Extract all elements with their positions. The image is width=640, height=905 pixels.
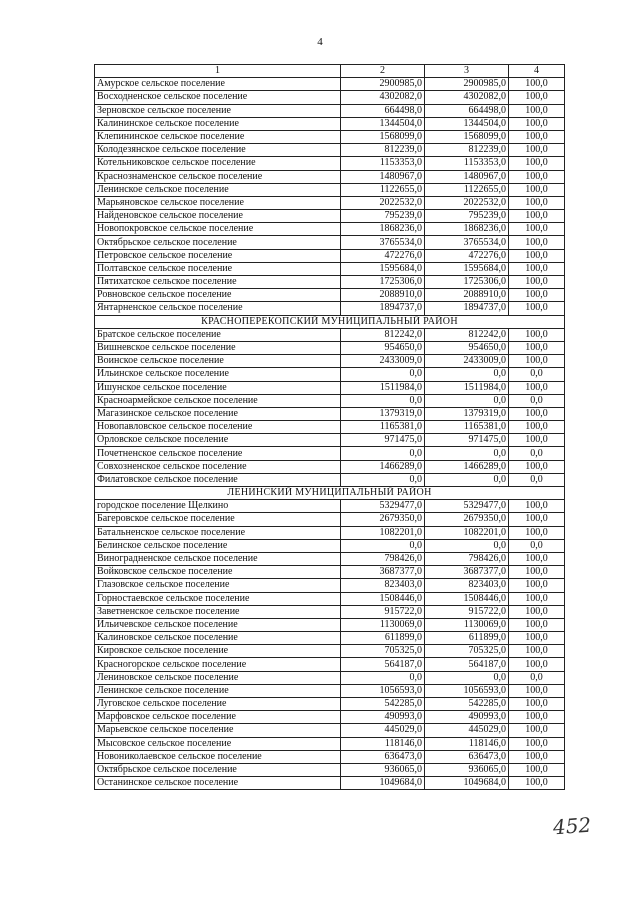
table-row [95,434,565,447]
percent-cell: 100,0 [509,117,565,130]
planned-amount-cell: 1568099,0 [341,130,425,143]
actual-amount-cell: 812242,0 [425,328,509,341]
settlement-name-cell: Новониколаевское сельское поселение [95,750,341,763]
percent-cell: 100,0 [509,658,565,671]
planned-amount-cell: 1508446,0 [341,592,425,605]
table-row [95,117,565,130]
table-row [95,737,565,750]
table-body [95,65,565,790]
section-title: ЛЕНИНСКИЙ МУНИЦИПАЛЬНЫЙ РАЙОН [95,487,565,500]
table-row [95,407,565,420]
settlement-name-cell: Новопавловское сельское поселение [95,421,341,434]
planned-amount-cell: 1130069,0 [341,618,425,631]
actual-amount-cell: 1466289,0 [425,460,509,473]
actual-amount-cell: 0,0 [425,447,509,460]
actual-amount-cell: 611899,0 [425,632,509,645]
actual-amount-cell: 795239,0 [425,210,509,223]
planned-amount-cell: 118146,0 [341,737,425,750]
table-row [95,684,565,697]
table-row [95,91,565,104]
column-header-3: 3 [425,65,509,78]
percent-cell: 100,0 [509,500,565,513]
planned-amount-cell: 2433009,0 [341,355,425,368]
planned-amount-cell: 798426,0 [341,552,425,565]
table-row [95,144,565,157]
settlement-name-cell: Вишневское сельское поселение [95,341,341,354]
percent-cell: 100,0 [509,144,565,157]
settlement-name-cell: Луговское сельское поселение [95,698,341,711]
planned-amount-cell: 5329477,0 [341,500,425,513]
handwritten-page-number: 452 [552,812,592,840]
planned-amount-cell: 0,0 [341,671,425,684]
actual-amount-cell: 1511984,0 [425,381,509,394]
planned-amount-cell: 1480967,0 [341,170,425,183]
settlement-name-cell: Глазовское сельское поселение [95,579,341,592]
percent-cell: 0,0 [509,671,565,684]
planned-amount-cell: 1122655,0 [341,183,425,196]
settlement-name-cell: Братское сельское поселение [95,328,341,341]
actual-amount-cell: 0,0 [425,539,509,552]
actual-amount-cell: 1568099,0 [425,130,509,143]
planned-amount-cell: 472276,0 [341,249,425,262]
table-row [95,157,565,170]
settlement-name-cell: Войковское сельское поселение [95,566,341,579]
percent-cell: 100,0 [509,592,565,605]
settlement-name-cell: Клепининское сельское поселение [95,130,341,143]
settlement-name-cell: Виноградненское сельское поселение [95,552,341,565]
table-row [95,552,565,565]
settlement-name-cell: Орловское сельское поселение [95,434,341,447]
table-row [95,236,565,249]
planned-amount-cell: 812242,0 [341,328,425,341]
actual-amount-cell: 472276,0 [425,249,509,262]
settlement-name-cell: Котельниковское сельское поселение [95,157,341,170]
planned-amount-cell: 611899,0 [341,632,425,645]
settlement-name-cell: Петровское сельское поселение [95,249,341,262]
settlement-name-cell: Янтарненское сельское поселение [95,302,341,315]
settlement-name-cell: Краснознаменское сельское поселение [95,170,341,183]
settlement-name-cell: Ленинское сельское поселение [95,183,341,196]
table-row [95,196,565,209]
percent-cell: 0,0 [509,473,565,486]
percent-cell: 100,0 [509,763,565,776]
actual-amount-cell: 664498,0 [425,104,509,117]
percent-cell: 100,0 [509,289,565,302]
settlement-name-cell: Калининское сельское поселение [95,117,341,130]
percent-cell: 100,0 [509,210,565,223]
actual-amount-cell: 5329477,0 [425,500,509,513]
table-row [95,698,565,711]
actual-amount-cell: 564187,0 [425,658,509,671]
settlement-name-cell: Останинское сельское поселение [95,777,341,790]
table-row [95,658,565,671]
table-row [95,473,565,486]
actual-amount-cell: 4302082,0 [425,91,509,104]
percent-cell: 100,0 [509,262,565,275]
planned-amount-cell: 795239,0 [341,210,425,223]
actual-amount-cell: 1894737,0 [425,302,509,315]
table-row [95,618,565,631]
planned-amount-cell: 823403,0 [341,579,425,592]
planned-amount-cell: 2900985,0 [341,78,425,91]
table-row [95,526,565,539]
settlement-name-cell: Ленинское сельское поселение [95,684,341,697]
planned-amount-cell: 2679350,0 [341,513,425,526]
actual-amount-cell: 1165381,0 [425,421,509,434]
planned-amount-cell: 1379319,0 [341,407,425,420]
planned-amount-cell: 636473,0 [341,750,425,763]
percent-cell: 100,0 [509,355,565,368]
planned-amount-cell: 1165381,0 [341,421,425,434]
settlement-name-cell: Мысовское сельское поселение [95,737,341,750]
actual-amount-cell: 1056593,0 [425,684,509,697]
percent-cell: 100,0 [509,381,565,394]
actual-amount-cell: 0,0 [425,368,509,381]
settlement-name-cell: Марьяновское сельское поселение [95,196,341,209]
percent-cell: 100,0 [509,130,565,143]
percent-cell: 0,0 [509,539,565,552]
actual-amount-cell: 3765534,0 [425,236,509,249]
actual-amount-cell: 0,0 [425,394,509,407]
percent-cell: 100,0 [509,421,565,434]
table-row [95,104,565,117]
section-title: КРАСНОПЕРЕКОПСКИЙ МУНИЦИПАЛЬНЫЙ РАЙОН [95,315,565,328]
percent-cell: 0,0 [509,394,565,407]
percent-cell: 100,0 [509,737,565,750]
actual-amount-cell: 1868236,0 [425,223,509,236]
table-row [95,381,565,394]
planned-amount-cell: 915722,0 [341,605,425,618]
percent-cell: 100,0 [509,196,565,209]
settlement-name-cell: городское поселение Щелкино [95,500,341,513]
actual-amount-cell: 1082201,0 [425,526,509,539]
settlement-name-cell: Воинское сельское поселение [95,355,341,368]
actual-amount-cell: 1344504,0 [425,117,509,130]
settlement-name-cell: Филатовское сельское поселение [95,473,341,486]
table-row [95,170,565,183]
planned-amount-cell: 1466289,0 [341,460,425,473]
planned-amount-cell: 0,0 [341,539,425,552]
planned-amount-cell: 3765534,0 [341,236,425,249]
table-row [95,368,565,381]
actual-amount-cell: 2679350,0 [425,513,509,526]
percent-cell: 100,0 [509,698,565,711]
settlement-name-cell: Амурское сельское поселение [95,78,341,91]
table-row [95,302,565,315]
settlement-name-cell: Батальненское сельское поселение [95,526,341,539]
percent-cell: 100,0 [509,632,565,645]
settlement-name-cell: Зерновское сельское поселение [95,104,341,117]
planned-amount-cell: 4302082,0 [341,91,425,104]
actual-amount-cell: 1725306,0 [425,276,509,289]
table-row [95,579,565,592]
column-header-4: 4 [509,65,565,78]
settlement-name-cell: Полтавское сельское поселение [95,262,341,275]
table-row [95,183,565,196]
actual-amount-cell: 812239,0 [425,144,509,157]
table-row [95,539,565,552]
table-row [95,276,565,289]
table-row [95,262,565,275]
percent-cell: 100,0 [509,618,565,631]
planned-amount-cell: 1595684,0 [341,262,425,275]
percent-cell: 100,0 [509,579,565,592]
actual-amount-cell: 1130069,0 [425,618,509,631]
settlement-name-cell: Красноармейское сельское поселение [95,394,341,407]
settlement-name-cell: Совхозненское сельское поселение [95,460,341,473]
planned-amount-cell: 2088910,0 [341,289,425,302]
planned-amount-cell: 0,0 [341,473,425,486]
actual-amount-cell: 542285,0 [425,698,509,711]
settlement-name-cell: Колодезянское сельское поселение [95,144,341,157]
percent-cell: 100,0 [509,249,565,262]
column-header-2: 2 [341,65,425,78]
actual-amount-cell: 1049684,0 [425,777,509,790]
settlement-name-cell: Кировское сельское поселение [95,645,341,658]
planned-amount-cell: 0,0 [341,394,425,407]
table-row [95,341,565,354]
planned-amount-cell: 664498,0 [341,104,425,117]
page-number: 4 [317,36,323,48]
settlement-name-cell: Ровновское сельское поселение [95,289,341,302]
table-row [95,671,565,684]
table-row [95,724,565,737]
table-row [95,78,565,91]
percent-cell: 100,0 [509,711,565,724]
actual-amount-cell: 798426,0 [425,552,509,565]
percent-cell: 100,0 [509,104,565,117]
planned-amount-cell: 1049684,0 [341,777,425,790]
actual-amount-cell: 1595684,0 [425,262,509,275]
planned-amount-cell: 1894737,0 [341,302,425,315]
table-row [95,210,565,223]
percent-cell: 100,0 [509,170,565,183]
actual-amount-cell: 1122655,0 [425,183,509,196]
planned-amount-cell: 1511984,0 [341,381,425,394]
actual-amount-cell: 2433009,0 [425,355,509,368]
percent-cell: 100,0 [509,341,565,354]
settlement-name-cell: Ишунское сельское поселение [95,381,341,394]
percent-cell: 100,0 [509,566,565,579]
actual-amount-cell: 636473,0 [425,750,509,763]
percent-cell: 100,0 [509,434,565,447]
percent-cell: 0,0 [509,368,565,381]
actual-amount-cell: 1508446,0 [425,592,509,605]
planned-amount-cell: 542285,0 [341,698,425,711]
settlement-name-cell: Белинское сельское поселение [95,539,341,552]
table-row [95,500,565,513]
planned-amount-cell: 971475,0 [341,434,425,447]
actual-amount-cell: 0,0 [425,671,509,684]
percent-cell: 100,0 [509,276,565,289]
actual-amount-cell: 0,0 [425,473,509,486]
percent-cell: 100,0 [509,777,565,790]
percent-cell: 100,0 [509,460,565,473]
settlement-name-cell: Новопокровское сельское поселение [95,223,341,236]
settlement-name-cell: Найденовское сельское поселение [95,210,341,223]
planned-amount-cell: 0,0 [341,368,425,381]
table-row [95,460,565,473]
table-row [95,328,565,341]
planned-amount-cell: 812239,0 [341,144,425,157]
budget-table [94,64,565,790]
settlement-name-cell: Октябрьское сельское поселение [95,236,341,249]
actual-amount-cell: 1153353,0 [425,157,509,170]
percent-cell: 100,0 [509,91,565,104]
settlement-name-cell: Багеровское сельское поселение [95,513,341,526]
settlement-name-cell: Пятихатское сельское поселение [95,276,341,289]
table-row [95,223,565,236]
table-row [95,592,565,605]
planned-amount-cell: 936065,0 [341,763,425,776]
table-row [95,249,565,262]
settlement-name-cell: Почетненское сельское поселение [95,447,341,460]
percent-cell: 100,0 [509,183,565,196]
percent-cell: 100,0 [509,645,565,658]
actual-amount-cell: 3687377,0 [425,566,509,579]
percent-cell: 100,0 [509,750,565,763]
percent-cell: 100,0 [509,407,565,420]
table-row [95,645,565,658]
planned-amount-cell: 3687377,0 [341,566,425,579]
actual-amount-cell: 490993,0 [425,711,509,724]
settlement-name-cell: Октябрьское сельское поселение [95,763,341,776]
table-row [95,711,565,724]
settlement-name-cell: Красногорское сельское поселение [95,658,341,671]
table-row [95,447,565,460]
actual-amount-cell: 823403,0 [425,579,509,592]
table-row [95,355,565,368]
table-row [95,289,565,302]
settlement-name-cell: Марьевское сельское поселение [95,724,341,737]
table-row [95,605,565,618]
actual-amount-cell: 118146,0 [425,737,509,750]
percent-cell: 100,0 [509,605,565,618]
percent-cell: 100,0 [509,552,565,565]
section-header-row [95,487,565,500]
percent-cell: 100,0 [509,513,565,526]
percent-cell: 100,0 [509,526,565,539]
table-row [95,750,565,763]
planned-amount-cell: 445029,0 [341,724,425,737]
planned-amount-cell: 954650,0 [341,341,425,354]
planned-amount-cell: 1344504,0 [341,117,425,130]
table-row [95,394,565,407]
actual-amount-cell: 1480967,0 [425,170,509,183]
settlement-name-cell: Лениновское сельское поселение [95,671,341,684]
percent-cell: 100,0 [509,328,565,341]
settlement-name-cell: Восходненское сельское поселение [95,91,341,104]
settlement-name-cell: Ильичевское сельское поселение [95,618,341,631]
actual-amount-cell: 445029,0 [425,724,509,737]
percent-cell: 100,0 [509,157,565,170]
settlement-name-cell: Горностаевское сельское поселение [95,592,341,605]
actual-amount-cell: 971475,0 [425,434,509,447]
table-header-row [95,65,565,78]
section-header-row [95,315,565,328]
actual-amount-cell: 1379319,0 [425,407,509,420]
actual-amount-cell: 2022532,0 [425,196,509,209]
planned-amount-cell: 564187,0 [341,658,425,671]
percent-cell: 0,0 [509,447,565,460]
planned-amount-cell: 1868236,0 [341,223,425,236]
percent-cell: 100,0 [509,684,565,697]
actual-amount-cell: 705325,0 [425,645,509,658]
percent-cell: 100,0 [509,236,565,249]
percent-cell: 100,0 [509,724,565,737]
table-row [95,763,565,776]
planned-amount-cell: 0,0 [341,447,425,460]
planned-amount-cell: 2022532,0 [341,196,425,209]
percent-cell: 100,0 [509,302,565,315]
table-row [95,513,565,526]
table-row [95,566,565,579]
settlement-name-cell: Марфовское сельское поселение [95,711,341,724]
actual-amount-cell: 2900985,0 [425,78,509,91]
actual-amount-cell: 2088910,0 [425,289,509,302]
percent-cell: 100,0 [509,78,565,91]
percent-cell: 100,0 [509,223,565,236]
table-row [95,421,565,434]
table-row [95,777,565,790]
settlement-name-cell: Заветненское сельское поселение [95,605,341,618]
table-row [95,130,565,143]
actual-amount-cell: 954650,0 [425,341,509,354]
planned-amount-cell: 1056593,0 [341,684,425,697]
settlement-name-cell: Калиновское сельское поселение [95,632,341,645]
table-row [95,632,565,645]
planned-amount-cell: 490993,0 [341,711,425,724]
planned-amount-cell: 1153353,0 [341,157,425,170]
planned-amount-cell: 1082201,0 [341,526,425,539]
settlement-name-cell: Магазинское сельское поселение [95,407,341,420]
column-header-1: 1 [95,65,341,78]
planned-amount-cell: 1725306,0 [341,276,425,289]
actual-amount-cell: 915722,0 [425,605,509,618]
planned-amount-cell: 705325,0 [341,645,425,658]
settlement-name-cell: Ильинское сельское поселение [95,368,341,381]
actual-amount-cell: 936065,0 [425,763,509,776]
